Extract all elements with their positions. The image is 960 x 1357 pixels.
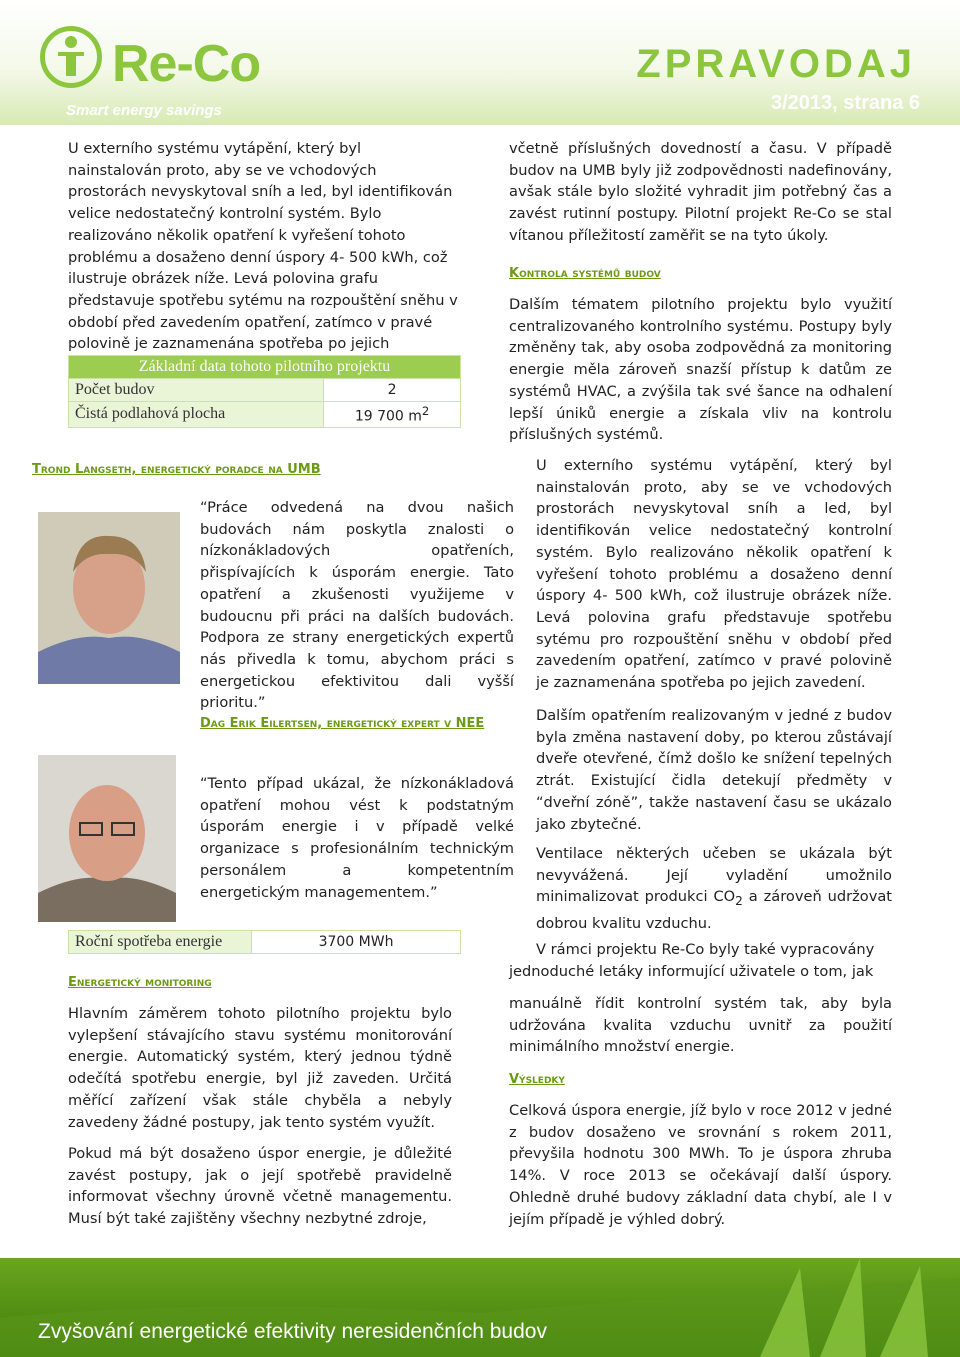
table-cell-label: Čistá podlahová plocha bbox=[69, 402, 324, 428]
vent-text-b: a zároveň udržovat dobrou kvalitu vzduchu. bbox=[536, 888, 893, 933]
table-title: Základní data tohoto pilotního projektu bbox=[69, 356, 461, 379]
quote2-text: “Tento případ ukázal, že nízkonákladová opatření mohou vést k podstatným úsporám energie i v případě velké organizace s profesionálním technickým personálem a kompetentním energetickým managementem.” bbox=[200, 775, 514, 901]
person-portrait-icon bbox=[38, 512, 180, 684]
quote1-text: “Práce odvedená na dvou našich budovách nám poskytla znalosti o nízkonákladových opatřeních, přispívajících k úsporám energie. Tato opatření a zkušenosti využijeme v budoucnu při práci na dalších budovách. Podpora ze strany energetických expertů nás přivedla k tomu, abychom práci s energetickou efektivitou dali vyšší prioritu.” bbox=[200, 499, 514, 712]
ventilation-paragraph bbox=[536, 843, 892, 935]
left-intro-paragraph: U externího systému vytápění, který byl nainstalován proto, aby se ve vchodových prostorách nevyskytoval sníh a led, byl identifikován velice nedostatečný kontrolní systém. Bylo realizováno několik opatření k vyřešení tohoto problému a dosaženo denní úspory 4- 500 kWh, což ilustruje obrázek níže. Levá polovina grafu představuje spotřebu sytému na rozpouštění sněhu v období před zavedením opatření, zatímco v pravé polovině je zaznamenána spotřeba po jejich bbox=[68, 140, 458, 353]
results-paragraph: Celková úspora energie, jíž bylo v roce 2012 v jedné z budov dosaženo ve srovnání s rokem 2011, převyšila hodnotu 300 MWh. To je úspora zhruba 14%. V roce 2013 se očekávají další úspory. Ohledně druhé budovy základní data chybí, ale I v jejím případě je výhled dobrý. bbox=[509, 1102, 892, 1228]
table-row bbox=[69, 379, 461, 402]
control-paragraph: Dalším tématem pilotního projektu bylo využití centralizovaného kontrolního systému. Postupy byly změněny tak, aby osoba zodpovědná za monitoring energie měla zároveň snazší přístup k datům ze systémů HVAC, a zvýšila tak své šance na odhalení lepší úniků energie a získala vliv na kontrolu příslušných systémů. bbox=[509, 296, 892, 444]
quote1-heading: Trond Langseth, energetický poradce na UMB bbox=[32, 462, 321, 477]
table-cell-label: Roční spotřeba energie bbox=[69, 931, 252, 954]
project-data-table bbox=[68, 355, 461, 428]
table-cell-label: Počet budov bbox=[69, 379, 324, 402]
table-cell-value: 3700 MWh bbox=[252, 931, 461, 954]
portrait-photo-trond bbox=[38, 512, 180, 684]
page-header bbox=[0, 0, 960, 125]
unit-superscript: 2 bbox=[421, 404, 430, 418]
table-cell-value bbox=[324, 402, 461, 428]
co2-subscript: 2 bbox=[735, 894, 743, 909]
logo-text: Re-Co bbox=[112, 35, 261, 93]
logo-figure-icon bbox=[40, 26, 102, 88]
table-cell-value: 2 bbox=[324, 379, 461, 402]
table-row bbox=[69, 402, 461, 428]
monitoring-heading: Energetický monitoring bbox=[68, 975, 212, 990]
right-top-paragraph: včetně příslušných dovedností a času. V případě budov na UMB byly již zodpovědnosti nadefinovány, avšak stále bylo složité vyhradit jim potřebný čas a zavést rutinní postupy. Pilotní projekt Re-Co se stal vítanou příležitostí zaměřit se na tyto úkoly. bbox=[509, 140, 892, 244]
doors-paragraph: Dalším opatřením realizovaným v jedné z budov byla změna nastavení doby, po kterou zůstávají dveře otevřené, čímž došlo ke snížení tepelných ztrát. Existující čidla detekují předměty v “dveřní zóně”, takže nastavení času se ukázalo jako zbytečné. bbox=[536, 707, 892, 833]
results-heading: Výsledky bbox=[509, 1072, 565, 1087]
manual-paragraph: manuálně řídit kontrolní systém tak, aby byla udržována kvalita vzduchu uvnitř za použití minimálního množství energie. bbox=[509, 995, 892, 1056]
control-heading: Kontrola systémů budov bbox=[509, 266, 661, 281]
vent-text-a: Ventilace některých učeben se ukázala být nevyvážená. Její vyladění umožnilo minimalizovat produkci CO bbox=[536, 845, 892, 906]
consumption-table bbox=[68, 930, 461, 954]
person-portrait-icon bbox=[38, 755, 176, 922]
footer-text: Zvyšování energetické efektivity neresidenčních budov bbox=[38, 1320, 547, 1343]
table-row bbox=[69, 931, 461, 954]
tagline: Smart energy savings bbox=[66, 102, 222, 119]
monitoring-paragraph-1: Hlavním záměrem tohoto pilotního projektu bylo vylepšení stávajícího stavu systému monitorování energie. Automatický systém, který jednou týdně odečítá spotřebu energie, byl již zaveden. Určitá měřící zařízení však stále chyběla a nebyly zavedeny žádné postupy, jak tento systém využít. bbox=[68, 1005, 452, 1131]
issue-page-number: 3/2013, strana 6 bbox=[771, 92, 920, 114]
monitoring-paragraph-2: Pokud má být dosaženo úspor energie, je důležité zavést postupy, jak o její spotřebě pravidelně informovat všechny úrovně včetně managementu. Musí být také zajištěny všechny nezbytné zdroje, bbox=[68, 1145, 452, 1228]
quote2-heading: Dag Erik Eilertsen, energetický expert v NEE bbox=[200, 716, 485, 731]
leaflets-paragraph: V rámci projektu Re-Co byly také vypracovány jednoduché letáky informující uživatele o tom, jak bbox=[509, 941, 875, 980]
newsletter-title: ZPRAVODAJ bbox=[636, 42, 916, 86]
floor-area-value: 19 700 m bbox=[354, 408, 422, 425]
heating-paragraph: U externího systému vytápění, který byl nainstalován proto, aby se ve vchodových prostorách nevyskytoval sníh a led, byl identifikován velice nedostatečný kontrolní systém. Bylo realizováno několik opatření k vyřešení tohoto problému a dosaženo denní úspory 4- 500 kWh, což ilustruje obrázek níže. Levá polovina grafu představuje spotřebu sytému pro rozpouštění sněhu v období před zavedením opatření, zatímco v pravé polovině je zaznamenána spotřeba po jejich zavedení. bbox=[536, 457, 892, 692]
portrait-photo-dag bbox=[38, 755, 176, 922]
